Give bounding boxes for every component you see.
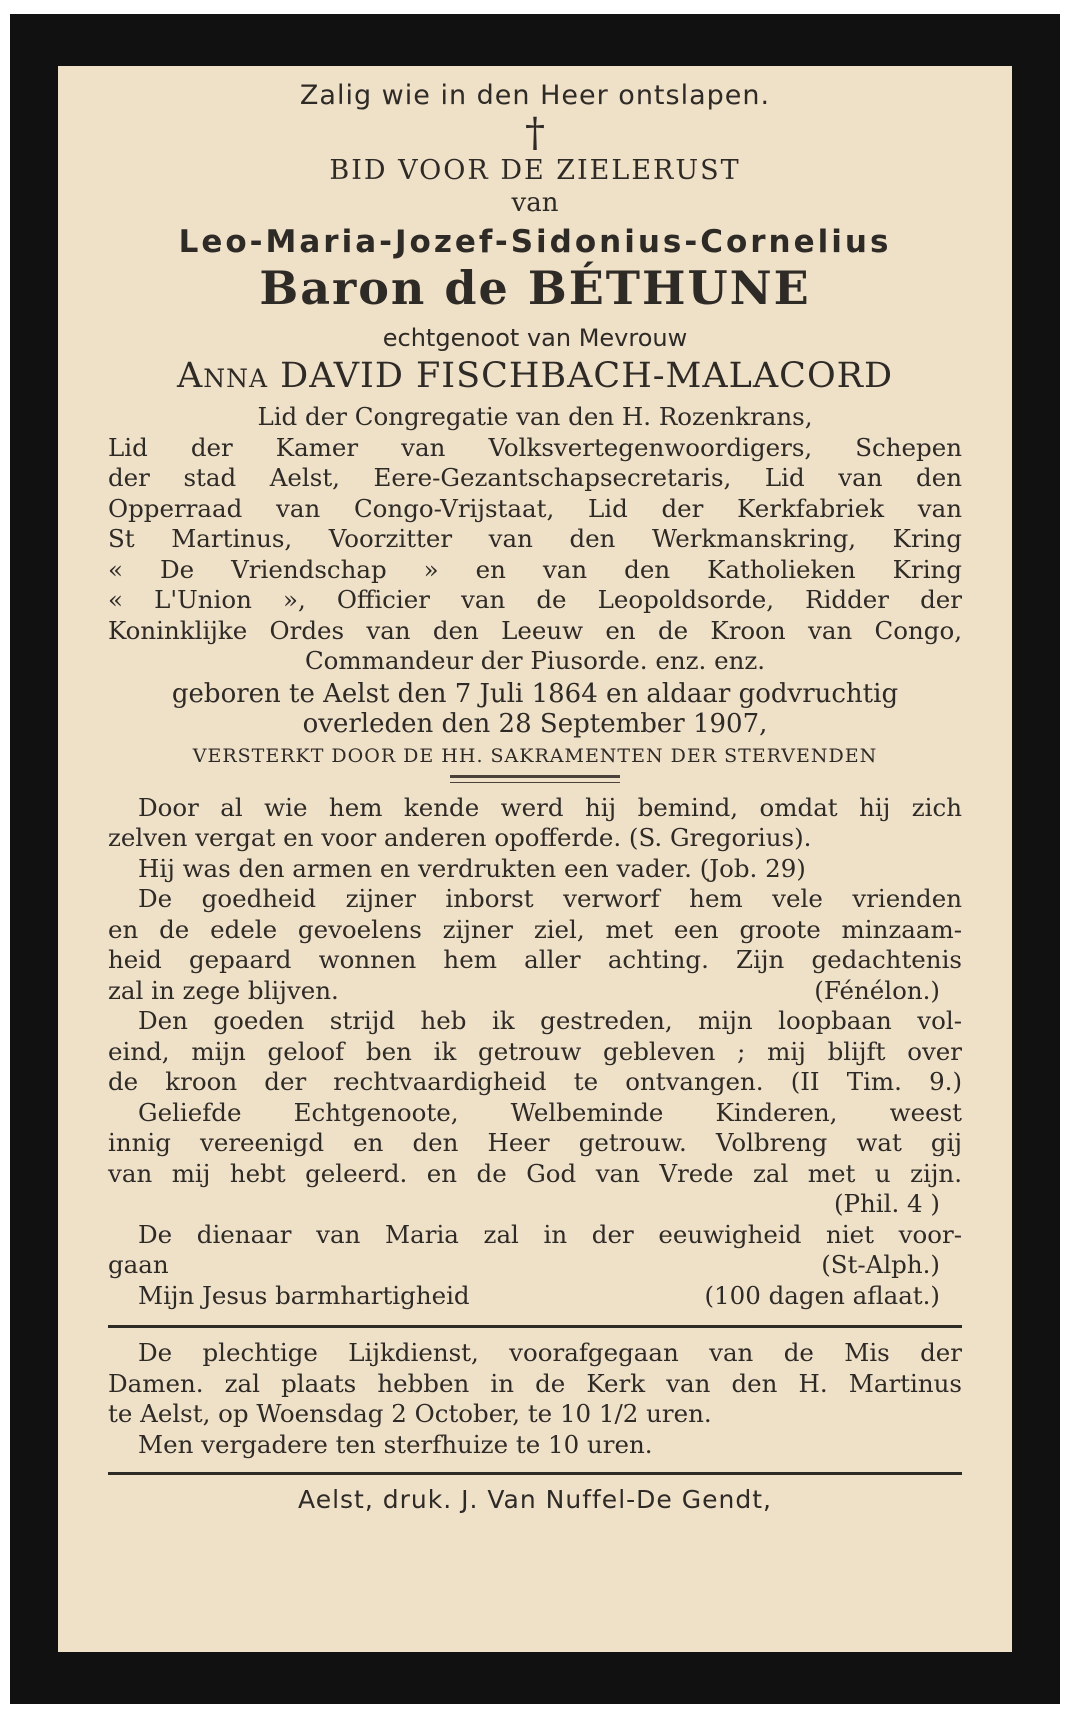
quote-line: De goedheid zijner inborst verworf hem vele vrienden	[138, 884, 962, 913]
function-line: Koninklijke Ordes van den Leeuw en de Kroon van Congo,	[108, 615, 962, 645]
function-line: St Martinus, Voorzitter van den Werkmanskring, Kring	[108, 524, 962, 553]
sacraments-line: VERSTERKT DOOR DE HH. SAKRAMENTEN DER STERVENDEN	[192, 744, 878, 767]
service-line: Damen. zal plaats hebben in de Kerk van den H. Martinus	[108, 1368, 962, 1398]
deceased-given-names: Leo-Maria-Jozef-Sidonius-Cornelius	[178, 224, 892, 260]
quote-text: zal in zege blijven.	[108, 975, 339, 1005]
divider-rule	[108, 1472, 962, 1475]
van-label: van	[511, 188, 559, 218]
spouse-name: Anna DAVID FISCHBACH-MALACORD	[176, 356, 894, 396]
service-section	[108, 1338, 962, 1460]
function-line: Commandeur der Piusorde. enz. enz.	[304, 646, 766, 675]
quote-line: zelven vergat en voor anderen opofferde. (S. Gregorius).	[108, 823, 812, 852]
quote-line: en de edele gevoelens zijner ziel, met een groote minzaam-	[108, 914, 962, 944]
function-line: Opperraad van Congo-Vrijstaat, Lid der Kerkfabriek van	[108, 493, 962, 523]
quote-line	[108, 1250, 962, 1281]
spouse-intro: echtgenoot van Mevrouw	[382, 324, 688, 352]
service-line: Men vergadere ten sterfhuize te 10 uren.	[138, 1429, 653, 1459]
function-line: der stad Aelst, Eere-Gezantschapsecretaris, Lid van den	[108, 463, 962, 492]
quote-line: heid gepaard wonnen hem aller achting. Zijn gedachtenis	[108, 945, 962, 974]
quotes-section	[108, 793, 962, 1312]
quote-line: Door al wie hem kende werd hij bemind, omdat hij zich	[138, 792, 962, 822]
cross-icon: †	[525, 110, 545, 156]
function-line: « L'Union », Officier van de Leopoldsorde, Ridder der	[108, 585, 962, 614]
quote-line: Geliefde Echtgenoote, Welbeminde Kinderen, weest	[138, 1097, 962, 1127]
quote-line: Den goeden strijd heb ik gestreden, mijn loopbaan vol-	[138, 1006, 962, 1035]
quote-text: gaan	[108, 1250, 169, 1279]
card-paper	[58, 66, 1012, 1652]
quote-line: van mij hebt geleerd. en de God van Vrede zal met u zijn.	[108, 1158, 962, 1188]
deceased-title: Baron de BÉTHUNE	[259, 261, 811, 315]
quote-source: (100 dagen aflaat.)	[704, 1280, 940, 1310]
function-line: Lid der Congregatie van den H. Rozenkrans,	[257, 402, 813, 431]
death-line: overleden den 28 September 1907,	[302, 708, 768, 739]
quote-source: (Fénélon.)	[814, 975, 940, 1005]
quote-text: Mijn Jesus barmhartigheid	[138, 1280, 470, 1310]
quote-source: (Phil. 4 )	[833, 1189, 940, 1218]
quote-line: de kroon der rechtvaardigheid te ontvangen. (II Tim. 9.)	[108, 1067, 962, 1096]
quote-line: eind, mijn geloof ben ik getrouw gebleven ; mij blijft over	[108, 1036, 962, 1066]
birth-line: geboren te Aelst den 7 Juli 1864 en aldaar godvruchtig	[171, 678, 899, 709]
mourning-card	[10, 14, 1060, 1704]
life-dates	[108, 679, 962, 739]
quote-line: innig vereenigd en den Heer getrouw. Volbreng wat gij	[108, 1128, 962, 1157]
quote-line: De dienaar van Maria zal in der eeuwigheid niet voor-	[138, 1219, 962, 1249]
motto: Zalig wie in den Heer ontslapen.	[299, 80, 771, 111]
quote-line: Hij was den armen en verdrukten een vader. (Job. 29)	[138, 853, 806, 883]
ornament-divider	[450, 775, 620, 783]
quote-line	[108, 976, 962, 1007]
function-line: Lid der Kamer van Volksvertegenwoordigers, Schepen	[108, 432, 962, 462]
quote-line	[108, 1281, 962, 1312]
printer-imprint: Aelst, druk. J. Van Nuffel-De Gendt,	[298, 1485, 772, 1514]
prayer-heading: BID VOOR DE ZIELERUST	[329, 155, 741, 186]
service-line: te Aelst, op Woensdag 2 October, te 10 1/2 uren.	[108, 1399, 712, 1428]
functions-list	[108, 402, 962, 677]
function-line: « De Vriendschap » en van den Katholieken Kring	[108, 554, 962, 584]
divider-rule	[108, 1325, 962, 1328]
service-line: De plechtige Lijkdienst, voorafgegaan van de Mis der	[138, 1338, 962, 1367]
quote-source: (St-Alph.)	[821, 1250, 940, 1279]
